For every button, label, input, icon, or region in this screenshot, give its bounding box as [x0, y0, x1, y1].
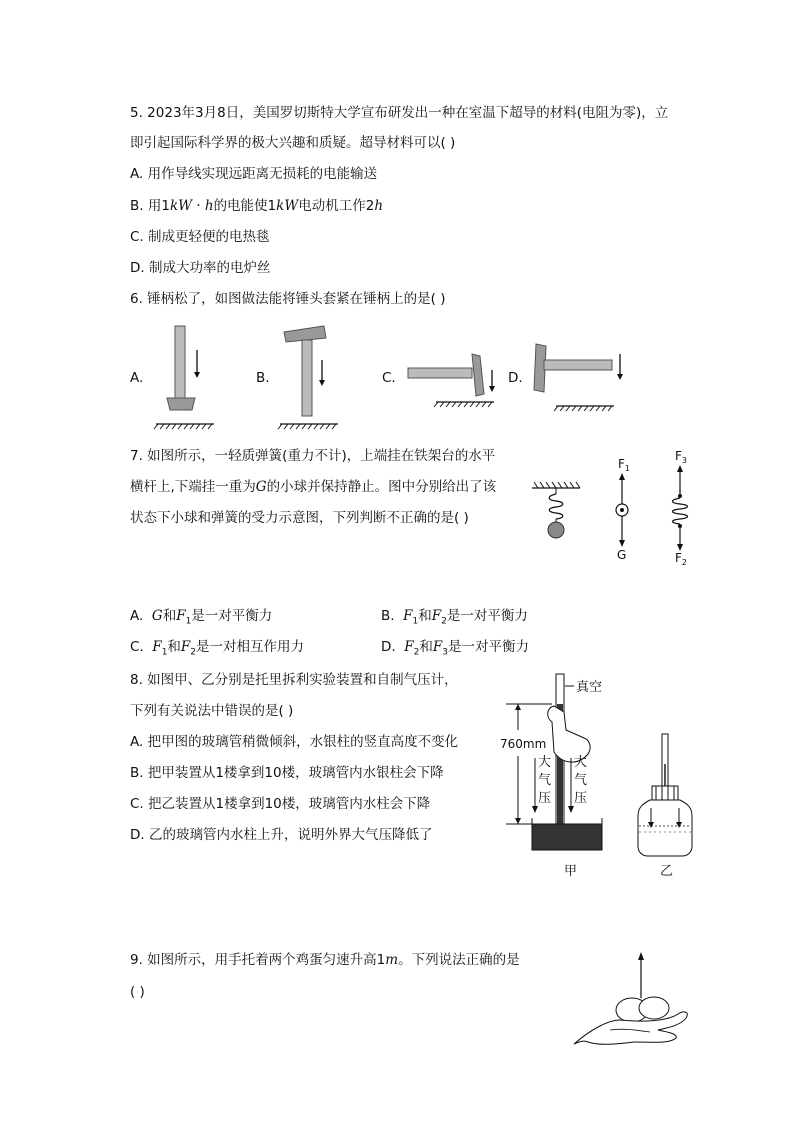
svg-text:大: 大: [574, 755, 588, 770]
svg-text:压: 压: [574, 791, 588, 806]
q6-figure-b: [276, 320, 346, 432]
q7-option-c: C. $F_1$和$F_2$是一对相互作用力: [130, 639, 305, 658]
q7-label-f3: $F_3$: [675, 449, 687, 465]
q6-figure-d: [528, 338, 633, 416]
q7-option-d: D. $F_2$和$F_3$是一对平衡力: [381, 639, 529, 658]
svg-text:气: 气: [538, 773, 552, 788]
q7-ball-force-diagram: [616, 457, 630, 562]
q5-option-a: A. 用作导线实现远距离无损耗的电能输送: [130, 166, 378, 182]
q6-label-c: C.: [382, 370, 396, 386]
q5-stem-line1: 5. 2023年3月8日，美国罗切斯特大学宣布研发出一种在室温下超导的材料(电阻为零)，立: [130, 105, 669, 121]
q8-option-a: A. 把甲图的玻璃管稍微倾斜，水银柱的竖直高度不变化: [130, 734, 459, 750]
q8-option-b: B. 把甲装置从1楼拿到10楼，玻璃管内水银柱会下降: [130, 765, 444, 781]
q5-stem-line2: 即引起国际科学界的极大兴趣和质疑。超导材料可以( ): [130, 135, 456, 151]
q8-option-c: C. 把乙装置从1楼拿到10楼，玻璃管内水柱会下降: [130, 796, 431, 812]
q7-spring-ball-setup: [532, 482, 580, 538]
q7-label-g: G: [617, 548, 627, 562]
q5-option-b-pre: B. 用1: [130, 198, 170, 214]
q6-label-b: B.: [256, 370, 270, 386]
q5-option-b-unit-kwh: kW · h: [169, 198, 214, 214]
q9-stem-line1: [130, 950, 520, 970]
svg-text:大: 大: [538, 755, 552, 770]
q5-option-b: [130, 196, 383, 216]
q6-figure-a: [150, 320, 220, 432]
q8-stem-line2: 下列有关说法中错误的是( ): [130, 703, 294, 719]
q8-homemade-barometer: [638, 734, 692, 879]
q7-stem-line3: 状态下小球和弹簧的受力示意图，下列判断不正确的是( ): [130, 510, 469, 526]
q7-stem-line1: 7. 如图所示，一轻质弹簧(重力不计)，上端挂在铁架台的水平: [130, 448, 496, 464]
q5-option-d: D. 制成大功率的电炉丝: [130, 260, 271, 276]
q9-egg-right: [639, 997, 669, 1019]
q7-stem-line2-post: 的小球并保持静止。图中分别给出了该: [266, 479, 497, 495]
q8-torricelli-apparatus: [500, 674, 602, 879]
q5-option-b-mid2: 电动机工作2: [298, 198, 375, 214]
q8-label-vacuum: 真空: [576, 680, 603, 695]
q8-figure: [496, 668, 696, 883]
q9-stem-unit-m: m: [385, 952, 399, 968]
q7-stem-var-g: G: [255, 479, 267, 495]
q5-option-b-mid: 的电能使1: [213, 198, 277, 214]
q7-label-f1: $F_1$: [618, 457, 630, 473]
q6-label-a: A.: [130, 370, 144, 386]
q9-stem-line1-pre: 9. 如图所示，用手托着两个鸡蛋匀速升高1: [130, 952, 386, 968]
q9-figure-hand-eggs: [570, 948, 695, 1053]
q6-figure-c: [400, 340, 500, 415]
q6-label-d: D.: [508, 370, 523, 386]
q7-stem-line2: [130, 477, 496, 497]
q8-option-d: D. 乙的玻璃管内水柱上升，说明外界大气压降低了: [130, 827, 433, 843]
q6-stem: 6. 锤柄松了，如图做法能将锤头套紧在锤柄上的是( ): [130, 291, 446, 307]
q5-option-b-unit-kw: kW: [276, 198, 299, 214]
q8-stem-line1: 8. 如图甲、乙分别是托里拆利实验装置和自制气压计，: [130, 672, 458, 688]
svg-text:气: 气: [574, 773, 588, 788]
q8-label-yi: 乙: [660, 864, 674, 879]
q7-option-b: B. $F_1$和$F_2$是一对平衡力: [381, 608, 528, 627]
q5-option-b-unit-h: h: [374, 198, 384, 214]
q7-spring-force-diagram: [673, 449, 688, 567]
q7-label-f2: $F_2$: [675, 551, 687, 567]
q8-label-760mm: 760mm: [500, 737, 547, 751]
q7-option-a: A. G和$F_1$是一对平衡力: [130, 608, 273, 627]
q9-stem-line2: ( ): [130, 984, 145, 1000]
q7-figure: [528, 448, 728, 573]
q7-stem-line2-pre: 横杆上,下端挂一重为: [130, 479, 256, 495]
svg-text:压: 压: [538, 791, 552, 806]
q5-option-c: C. 制成更轻便的电热毯: [130, 229, 270, 245]
q8-label-jia: 甲: [564, 864, 578, 879]
q9-stem-line1-post: 。下列说法正确的是: [398, 952, 520, 968]
